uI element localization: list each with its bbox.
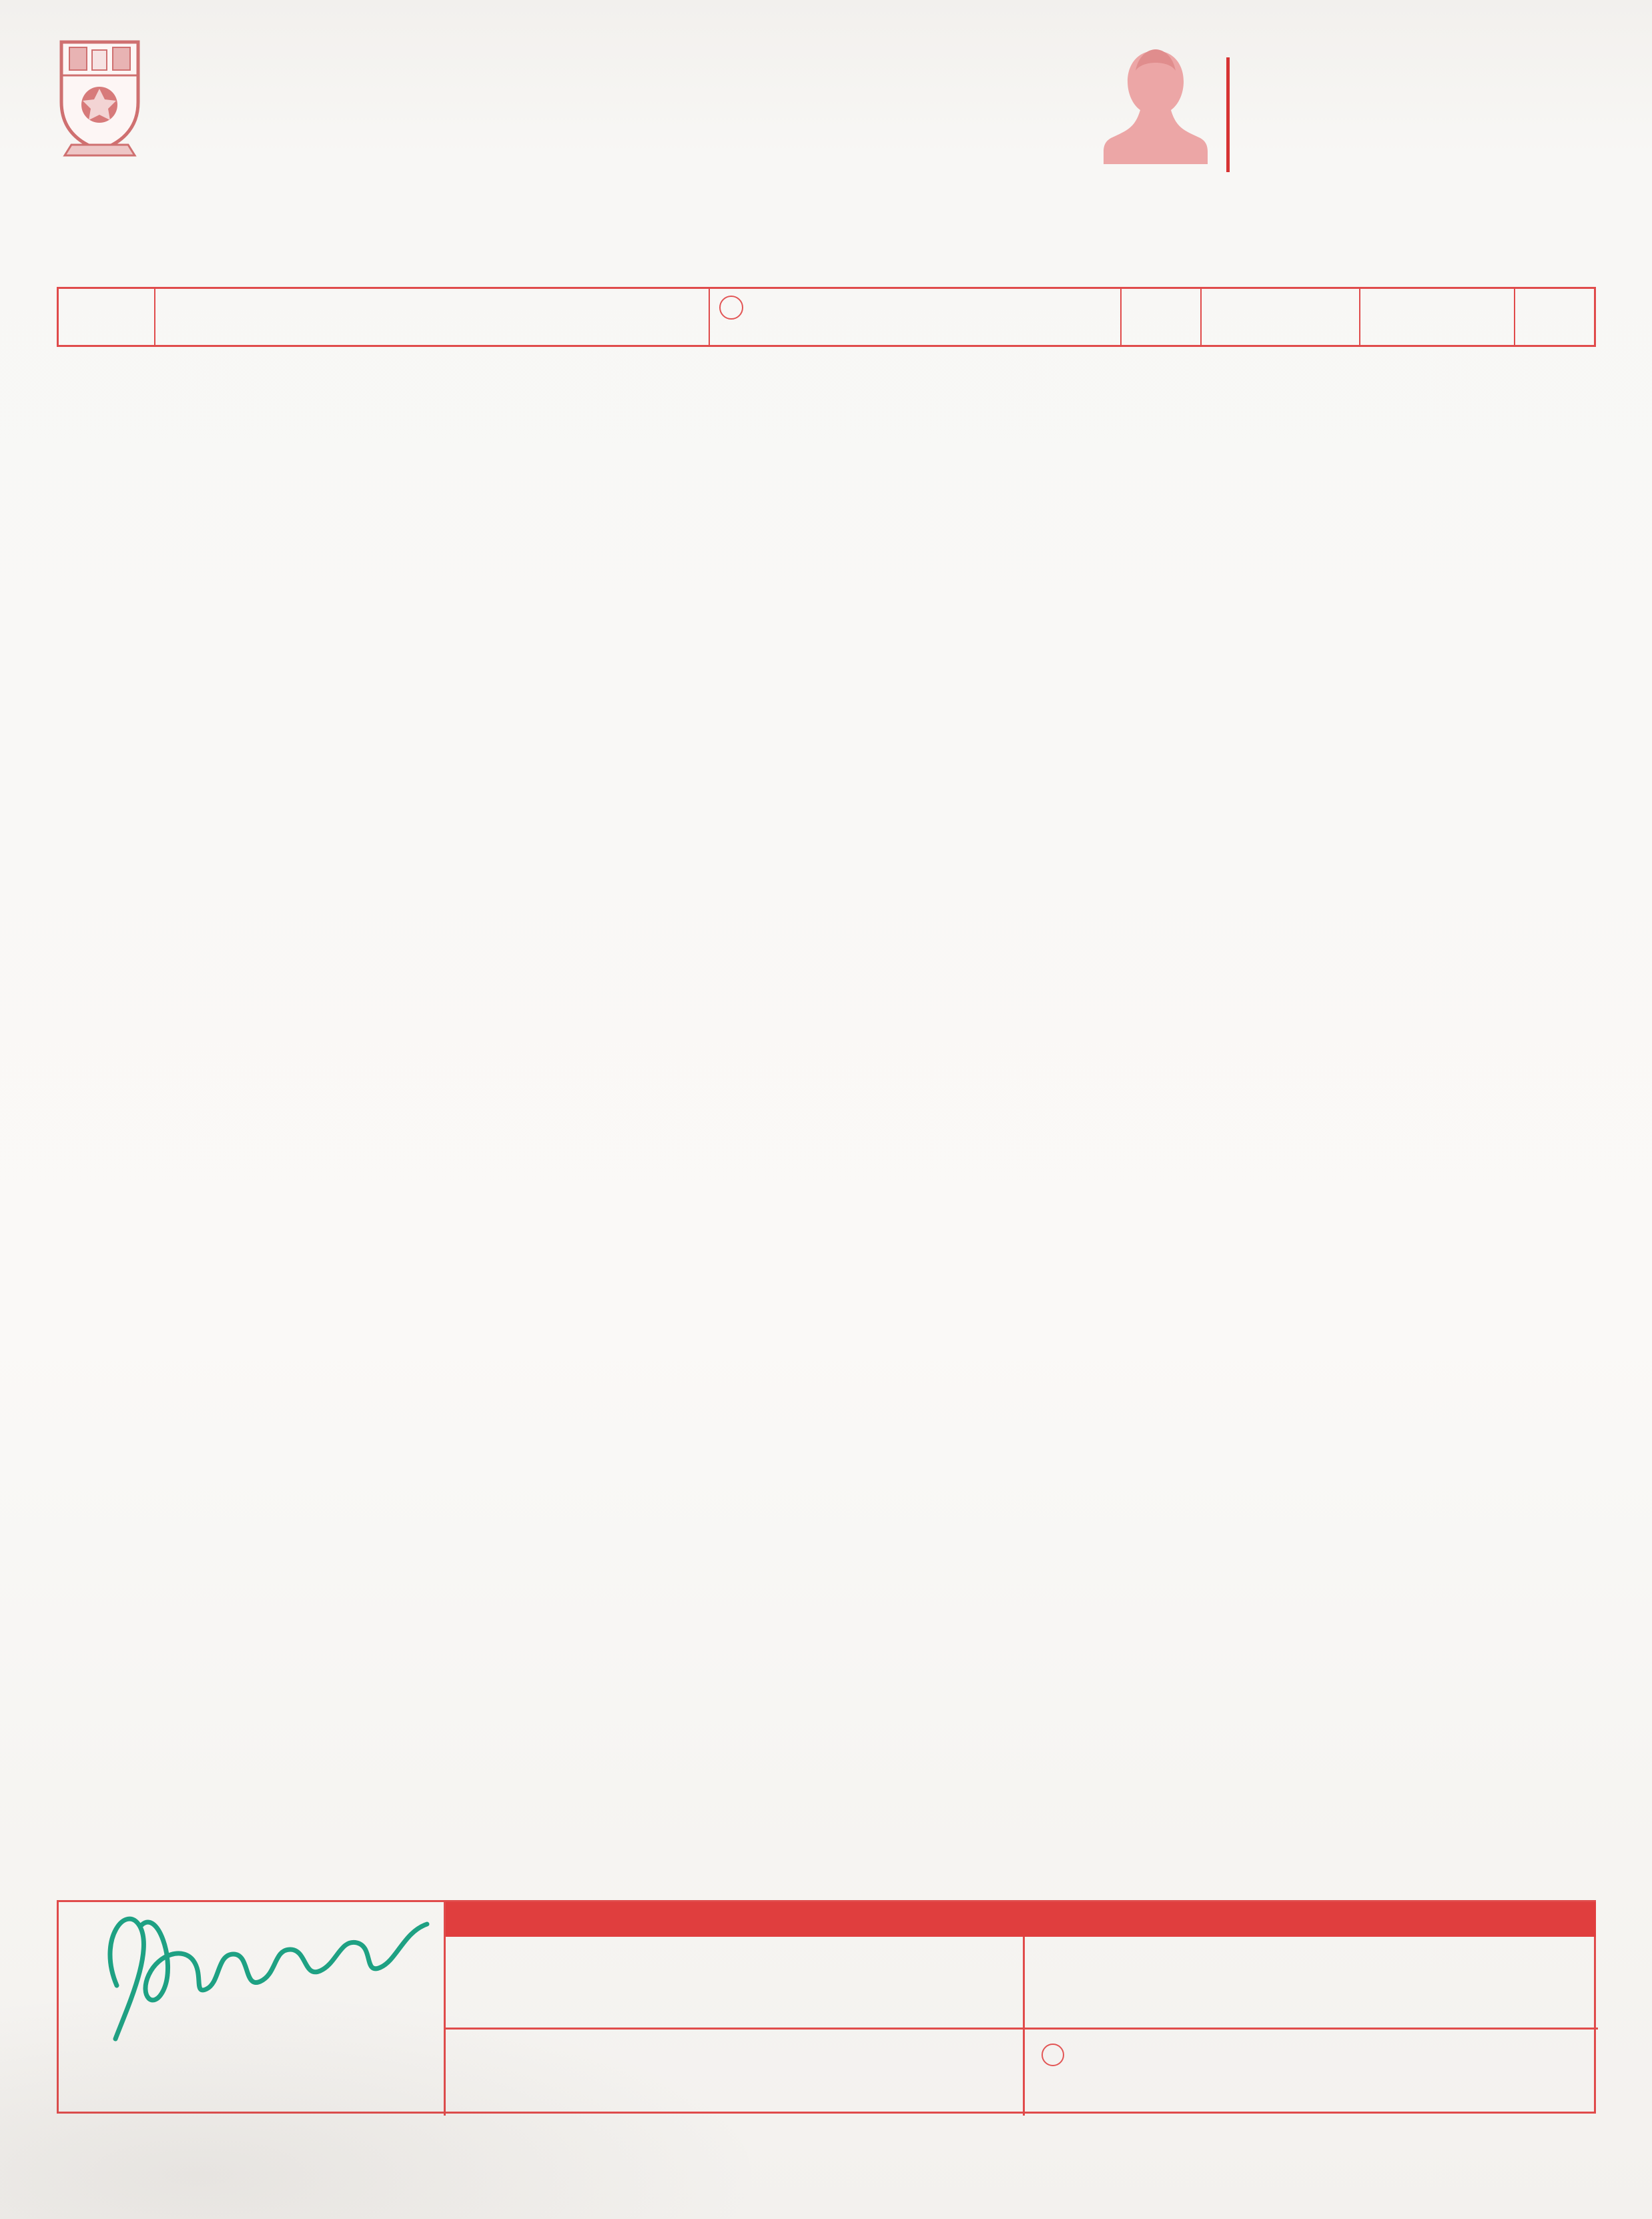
footer-divider-left	[444, 1902, 446, 2116]
footer-divider-mid	[1023, 1937, 1025, 2116]
attendance-table	[57, 287, 1596, 347]
header-sl-no	[59, 289, 154, 345]
university-crest-logo	[55, 37, 145, 163]
header-shade	[1120, 289, 1200, 345]
header-divider	[1226, 57, 1230, 172]
header-hall-no	[1514, 289, 1594, 345]
portrait-image	[1102, 44, 1209, 167]
qr-code	[1409, 187, 1485, 266]
replacement-circle-icon	[719, 296, 743, 320]
footer-section	[57, 1900, 1596, 2114]
table-header-row	[59, 289, 1594, 345]
header-candidate	[154, 289, 709, 345]
replacement-note	[1035, 2044, 1589, 2066]
header-sig-invigilator	[1359, 289, 1514, 345]
replacement-circle-icon	[1042, 2044, 1064, 2066]
footer-divider-horizontal	[444, 2028, 1598, 2030]
header-sig-candidate	[1200, 289, 1359, 345]
header-booklet	[709, 289, 1120, 345]
footer-bar-title	[444, 1902, 1596, 1937]
